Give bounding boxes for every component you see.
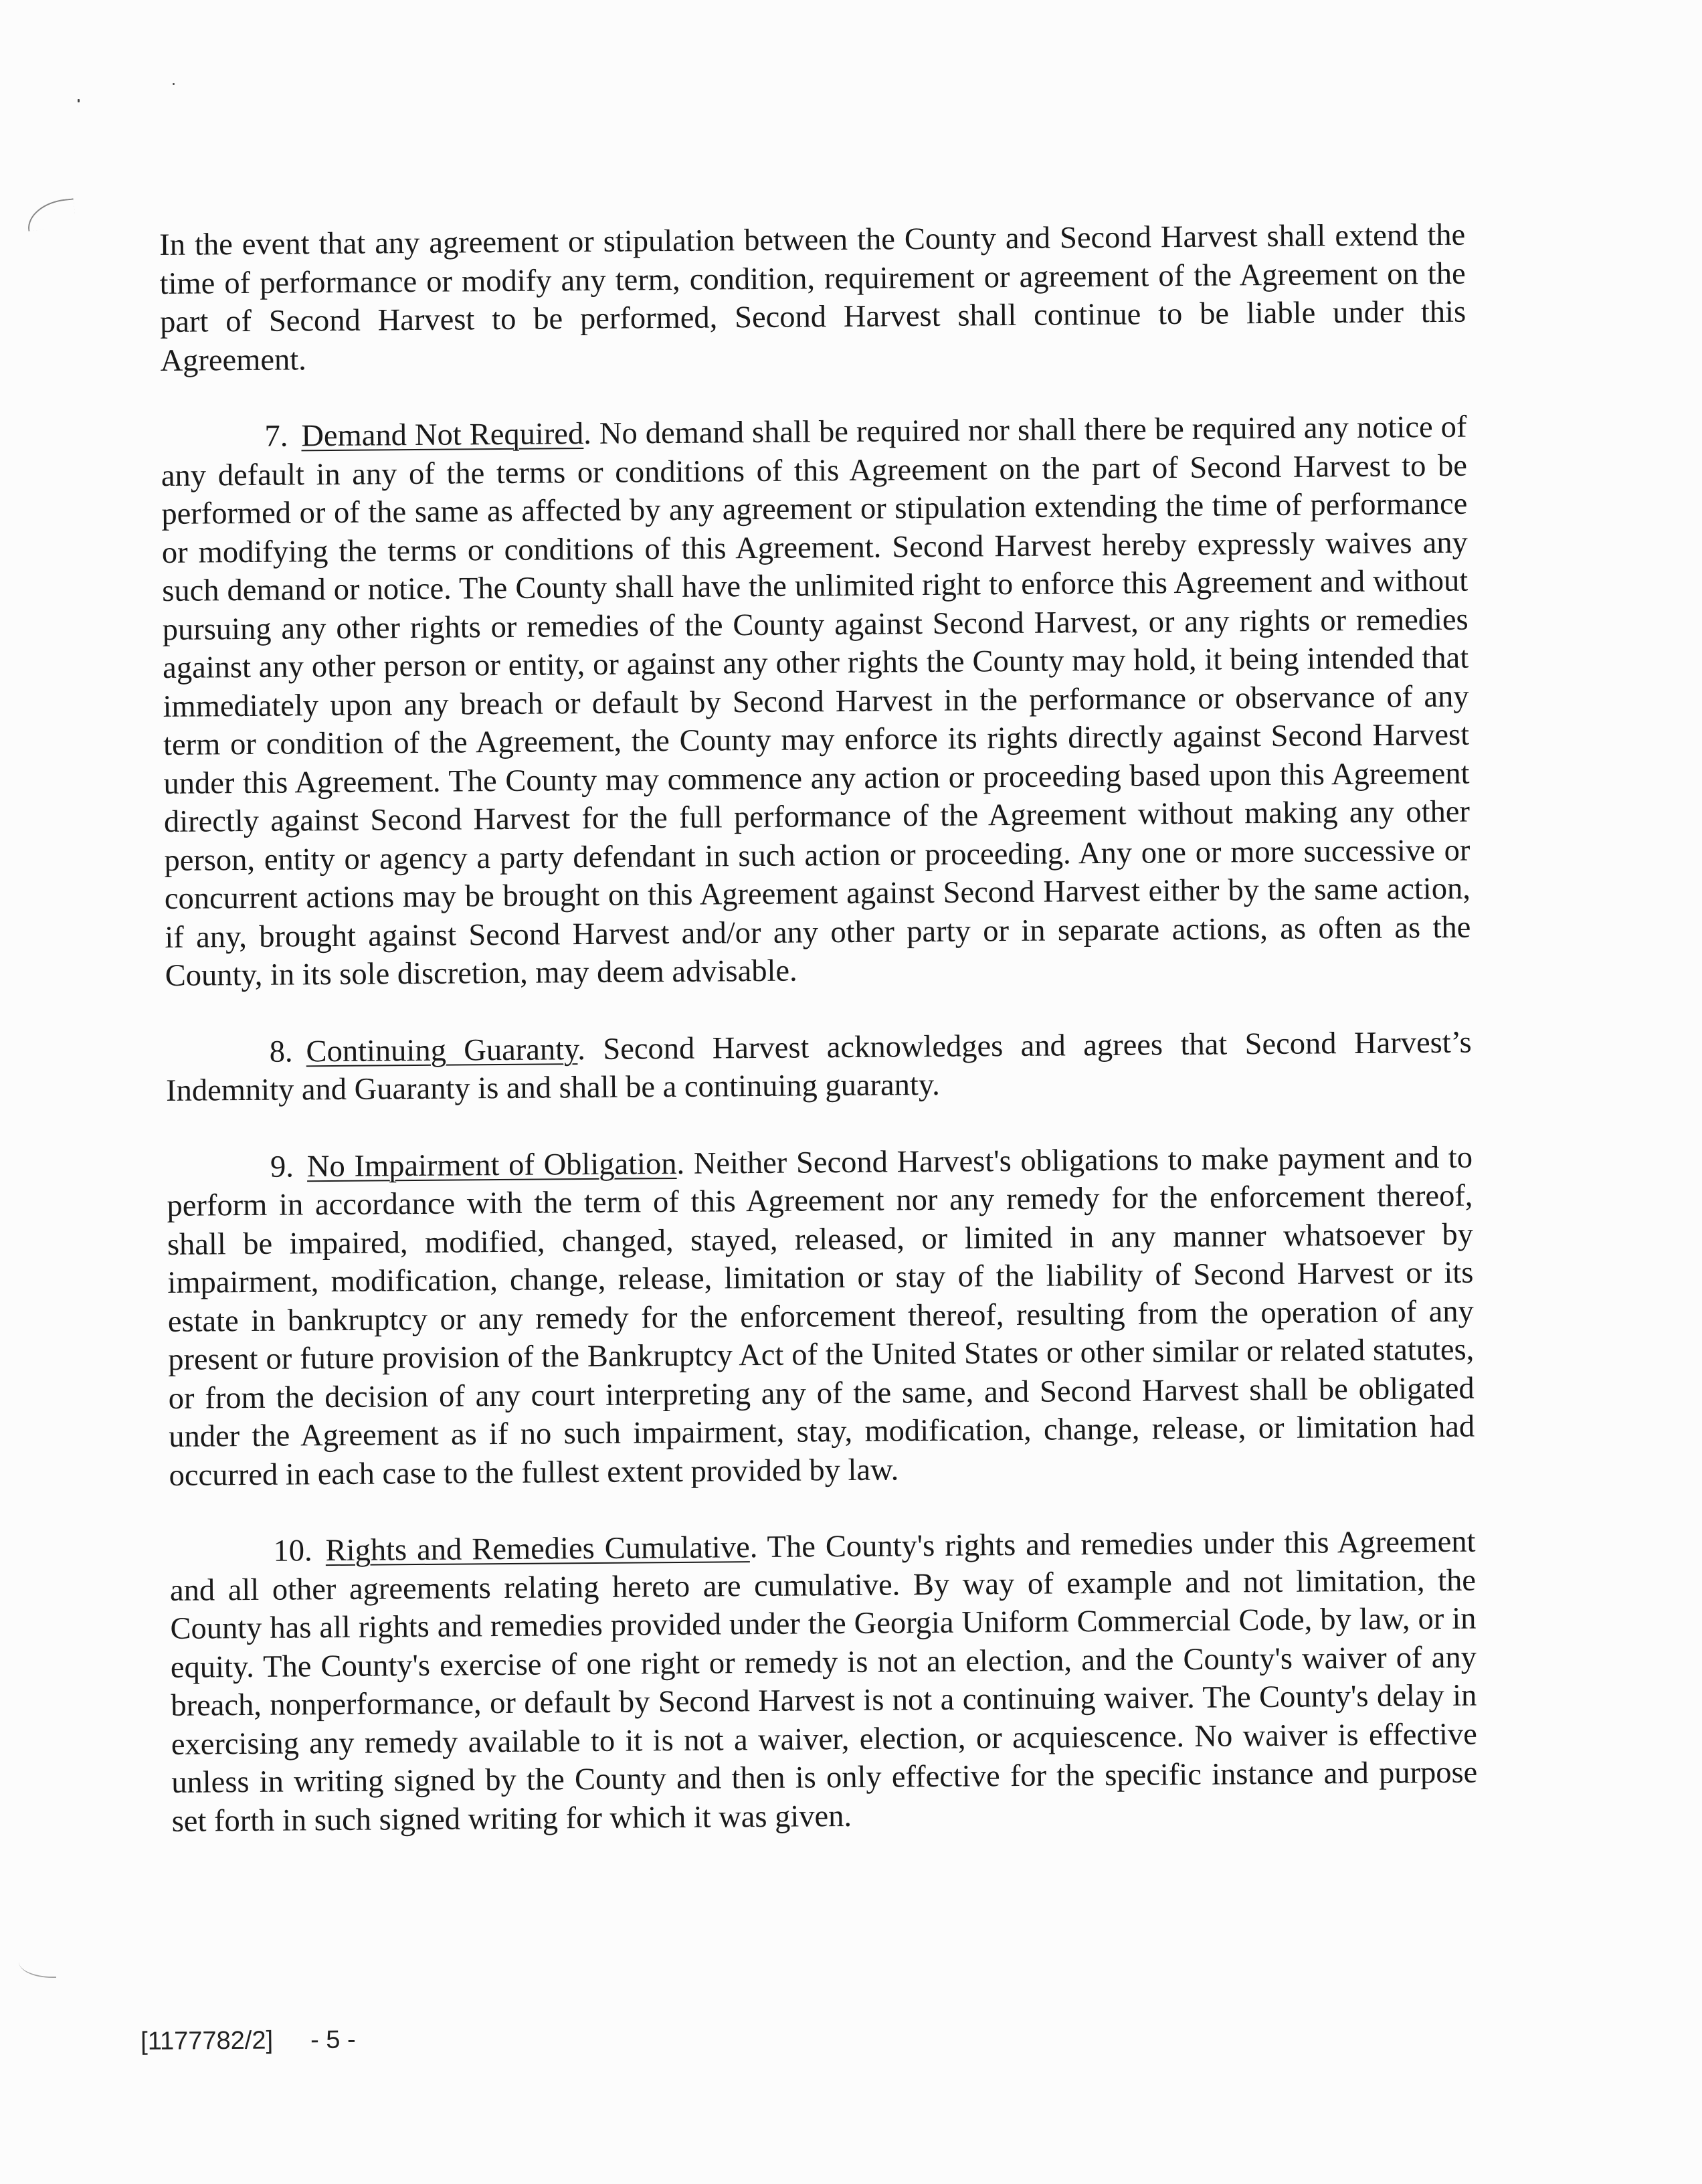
section-heading: Demand Not Required: [301, 417, 584, 454]
paragraph-text: In the event that any agreement or stipulation between the County and Second Harvest shall extend the time of performance or modify any term, condition, requirement or agreement of the Agreement on the part of Second Harvest to be performed, Second Harvest shall continue to be liable under this Agreement.: [159, 217, 1467, 378]
section-heading: No Impairment of Obligation: [306, 1146, 677, 1184]
section-heading: Rights and Remedies Cumulative: [325, 1530, 750, 1568]
document-body: [159, 216, 1478, 1879]
section-7-demand-not-required: [161, 408, 1471, 996]
section-10-rights-and-remedies: [169, 1523, 1478, 1841]
section-number: 8.: [269, 1034, 293, 1069]
document-id: [1177782/2]: [140, 2026, 274, 2056]
section-8-continuing-guaranty: [165, 1023, 1472, 1110]
page-footer: [140, 2025, 356, 2056]
scan-speck: [173, 83, 175, 85]
scan-speck: [78, 99, 80, 102]
paragraph-text: . Second Harvest acknowledges and agrees that Second Harvest’s Indemnity and Guaranty is and shall be a continuing guaranty.: [165, 1025, 1472, 1108]
paragraph-text: . Neither Second Harvest's obligations to make payment and to perform in accordance with the term of this Agreement nor any remedy for the enforcement thereof, shall be impaired, modified, changed, stayed, released, or limited in any manner whatsoever by impairment, modification, change, release, limitation or stay of the liability of Second Harvest or its estate in bankruptcy or any remedy for the enforcement thereof, resulting from the operation of any present or future provision of the Bankruptcy Act of the United States or other similar or related statutes, or from the decision of any court interpreting any of the same, and Second Harvest shall be obligated under the Agreement as if no such impairment, stay, modification, change, release, or limitation had occurred in each case to the fullest extent provided by law.: [167, 1140, 1475, 1493]
page-curl-mark: [19, 1961, 56, 1978]
page-curl-mark: [25, 198, 76, 231]
paragraph-text: . The County's rights and remedies under this Agreement and all other agreements relating hereto are cumulative. By way of example and not limitation, the County has all rights and remedies provided under the Georgia Uniform Commercial Code, by law, or in equity. The County's exercise of one right or remedy is not an election, and the County's waiver of any breach, nonperformance, or default by Second Harvest is not a continuing waiver. The County's delay in exercising any remedy available to it is not a waiver, election, or acquiescence. No waiver is effective unless in writing signed by the County and then is only effective for the specific instance and purpose set forth in such signed writing for which it was given.: [169, 1524, 1478, 1839]
section-heading: Continuing Guaranty: [306, 1032, 578, 1069]
paragraph-text: . No demand shall be required nor shall there be required any notice of any default in any of the terms or conditions of this Agreement on the part of Second Harvest to be performed or of the same as affected by any agreement or stipulation extending the time of performance or modifying the terms or conditions of this Agreement. Second Harvest hereby expressly waives any such demand or notice. The County shall have the unlimited right to enforce this Agreement and without pursuing any other rights or remedies of the County against Second Harvest, or any rights or remedies against any other person or entity, or against any other rights the County may hold, it being intended that immediately upon any breach or default by Second Harvest in the performance or observance of any term or condition of the Agreement, the County may enforce its rights directly against Second Harvest under this Agreement. The County may commence any action or proceeding based upon this Agreement directly against Second Harvest for the full performance of the Agreement without making any other person, entity or agency a party defendant in such action or proceeding. Any one or more successive or concurrent actions may be brought on this Agreement against Second Harvest either by the same action, if any, brought against Second Harvest and/or any other party or in separate actions, as often as the County, in its sole discretion, may deem advisable.: [161, 410, 1471, 993]
section-number: 7.: [264, 419, 288, 454]
section-number: 9.: [270, 1149, 294, 1184]
section-9-no-impairment: [167, 1138, 1475, 1495]
page-number: - 5 -: [310, 2025, 356, 2055]
paragraph-continuation: [159, 216, 1467, 380]
section-number: 10.: [273, 1534, 312, 1568]
